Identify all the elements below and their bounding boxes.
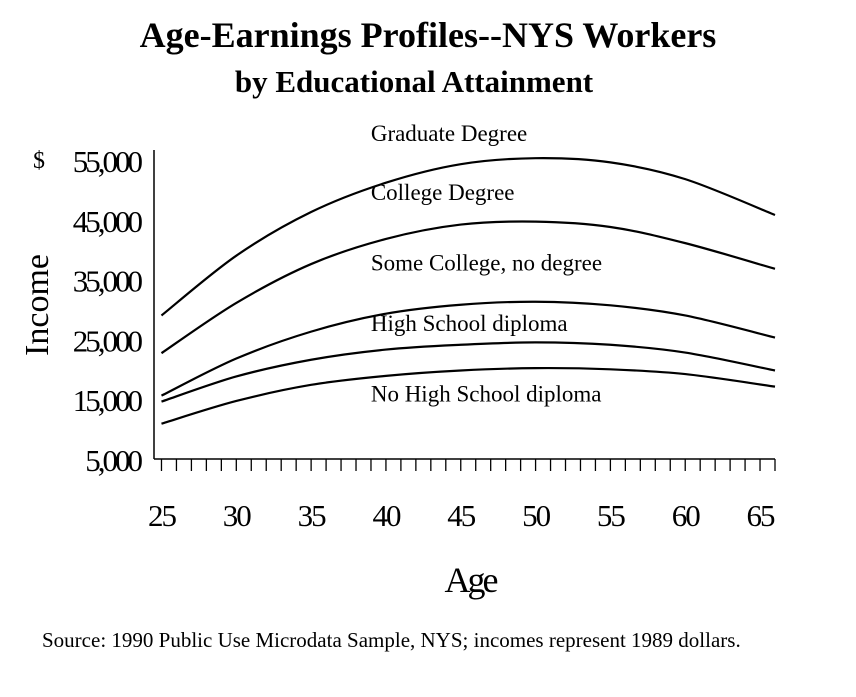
y-tick-label: 35,000 — [72, 263, 140, 299]
y-tick-label: 55,000 — [72, 144, 140, 179]
y-tick-label: 5,000 — [85, 443, 140, 478]
y-axis-title: Income — [19, 254, 56, 356]
chart-subtitle: by Educational Attainment — [234, 64, 594, 99]
series-label: No High School diploma — [370, 381, 602, 407]
series-label: High School diploma — [370, 311, 568, 337]
series-label: Some College, no degree — [370, 250, 603, 276]
x-axis-title: Age — [444, 560, 496, 600]
x-minor-ticks — [161, 459, 775, 471]
y-tick-label: 25,000 — [72, 323, 140, 359]
y-tick-label: 45,000 — [72, 203, 140, 239]
y-tick-label: 15,000 — [72, 383, 140, 419]
x-tick-label: 40 — [372, 498, 400, 533]
source-note: Source: 1990 Public Use Microdata Sample, NYS; incomes represent 1989 dollars. — [42, 628, 741, 652]
x-tick-label: 65 — [746, 498, 774, 533]
y-tick-labels — [73, 144, 143, 478]
x-tick-label: 35 — [297, 498, 325, 533]
chart-title: Age-Earnings Profiles--NYS Workers — [139, 15, 717, 55]
x-tick-label: 45 — [447, 498, 475, 533]
y-unit-label: $ — [33, 148, 45, 174]
x-tick-label: 25 — [147, 498, 175, 533]
x-tick-label: 50 — [522, 498, 550, 533]
series-labels — [371, 121, 602, 407]
x-tick-label: 30 — [222, 498, 250, 533]
x-tick-label: 55 — [596, 498, 624, 533]
series-label: Graduate Degree — [370, 120, 528, 146]
x-tick-labels — [148, 498, 775, 533]
series-label: College Degree — [370, 180, 515, 206]
x-tick-label: 60 — [671, 498, 699, 533]
